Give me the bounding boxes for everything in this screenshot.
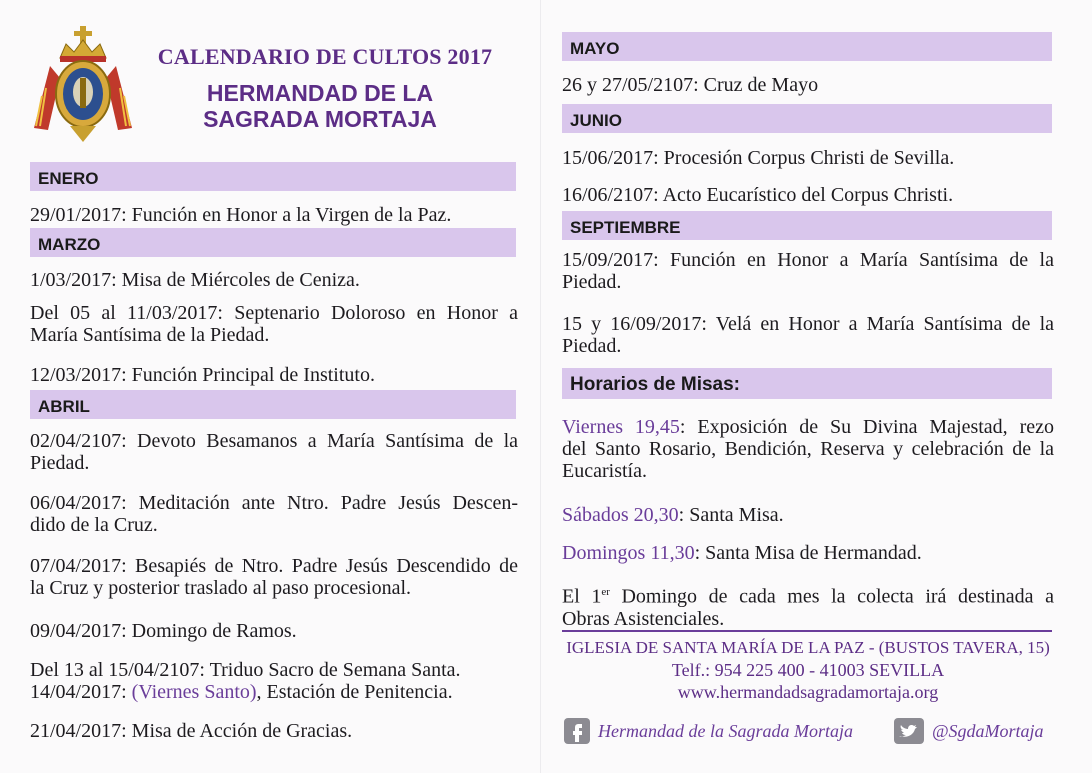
twitter-label: @SgdaMortaja xyxy=(932,720,1044,741)
entry-septiembre-1-line2: Piedad. xyxy=(562,271,622,293)
entry-abril-3-line1: 07/04/2017: Besapiés de Ntro. Padre Jesús Descendido de xyxy=(30,555,518,577)
header-title: CALENDARIO DE CULTOS 2017 xyxy=(157,44,493,69)
colecta-note xyxy=(562,581,1054,630)
header-subtitle-line1: HERMANDAD DE LA xyxy=(206,80,434,106)
misa-viernes-line3: Eucaristía. xyxy=(562,460,647,482)
entry-septiembre-2 xyxy=(562,313,1054,357)
twitter-link[interactable] xyxy=(894,716,1044,746)
entry-septiembre-1 xyxy=(562,249,1054,293)
misa-domingos-time: Domingos 11,30 xyxy=(562,542,695,564)
misa-viernes xyxy=(562,416,1054,482)
entry-septiembre-2-line2: Piedad. xyxy=(562,335,622,357)
page-fold xyxy=(540,0,541,773)
misa-viernes-line1 xyxy=(562,416,1054,438)
entry-abril-4: 09/04/2017: Domingo de Ramos. xyxy=(30,620,297,642)
colecta-note-line2: Obras Asistenciales. xyxy=(562,607,725,630)
brotherhood-crest-icon xyxy=(30,26,136,144)
entry-junio-1: 15/06/2017: Procesión Corpus Christi de Sevilla. xyxy=(562,147,955,169)
misa-domingos-desc: : Santa Misa de Hermandad. xyxy=(694,542,922,564)
entry-abril-5 xyxy=(30,659,518,703)
entry-junio-2: 16/06/2107: Acto Eucarístico del Corpus Christi. xyxy=(562,184,954,206)
entry-abril-2 xyxy=(30,492,518,536)
facebook-link[interactable] xyxy=(564,716,853,746)
entry-abril-3-line2: la Cruz y posterior traslado al paso procesional. xyxy=(30,577,411,599)
colecta-note-line1 xyxy=(562,581,1054,608)
colecta-superscript: er xyxy=(601,586,610,598)
entry-marzo-2-line2: María Santísima de la Piedad. xyxy=(30,324,270,346)
footer-address: IGLESIA DE SANTA MARÍA DE LA PAZ - (BUSTOS TAVERA, 15) xyxy=(566,638,1050,657)
entry-abril-5-line1: Del 13 al 15/04/2107: Triduo Sacro de Semana Santa. xyxy=(30,659,461,681)
entry-marzo-2-line1: Del 05 al 11/03/2017: Septenario Doloroso en Honor a xyxy=(30,302,518,324)
entry-abril-5-line2 xyxy=(30,681,518,703)
footer-divider xyxy=(562,630,1052,632)
section-horarios: Horarios de Misas: xyxy=(562,368,1052,399)
entry-abril-1-line1: 02/04/2107: Devoto Besamanos a María Santísima de la xyxy=(30,430,518,452)
section-abril: ABRIL xyxy=(30,390,516,419)
footer-web[interactable]: www.hermandadsagradamortaja.org xyxy=(677,682,939,702)
entry-septiembre-2-line1: 15 y 16/09/2017: Velá en Honor a María Santísima de la xyxy=(562,313,1054,335)
entry-septiembre-1-line1: 15/09/2017: Función en Honor a María Santísima de la xyxy=(562,249,1054,271)
section-enero: ENERO xyxy=(30,162,516,191)
header-subtitle-line2: SAGRADA MORTAJA xyxy=(203,106,437,132)
section-marzo: MARZO xyxy=(30,228,516,257)
header-subtitle xyxy=(140,80,500,132)
entry-abril-5-rest: , Estación de Penitencia. xyxy=(256,681,453,703)
entry-abril-2-line2: dido de la Cruz. xyxy=(30,514,158,536)
section-mayo: MAYO xyxy=(562,32,1052,61)
facebook-icon xyxy=(564,718,590,744)
entry-abril-1-line2: Piedad. xyxy=(30,452,90,474)
misa-sabados xyxy=(562,504,1054,526)
misa-viernes-time: Viernes 19,45 xyxy=(562,416,680,438)
misa-domingos xyxy=(562,542,1054,564)
misa-viernes-desc1: : Exposición de Su Divina Majestad, rezo xyxy=(679,416,1054,438)
entry-enero-1: 29/01/2017: Función en Honor a la Virgen de la Paz. xyxy=(30,204,452,226)
colecta-text1: Domingo de cada mes la colecta irá destinada a xyxy=(609,585,1054,608)
section-junio: JUNIO xyxy=(562,104,1052,133)
entry-mayo-1: 26 y 27/05/2107: Cruz de Mayo xyxy=(562,74,819,96)
entry-abril-6: 21/04/2017: Misa de Acción de Gracias. xyxy=(30,720,353,742)
entry-abril-3 xyxy=(30,555,518,599)
footer-phone: Telf.: 954 225 400 - 41003 SEVILLA xyxy=(671,660,945,680)
section-septiembre: SEPTIEMBRE xyxy=(562,211,1052,240)
colecta-prefix: El 1 xyxy=(562,585,602,608)
twitter-icon xyxy=(894,718,924,744)
entry-abril-1 xyxy=(30,430,518,474)
facebook-label: Hermandad de la Sagrada Mortaja xyxy=(598,720,853,741)
viernes-santo-highlight: (Viernes Santo) xyxy=(131,681,257,703)
entry-marzo-1: 1/03/2017: Misa de Miércoles de Ceniza. xyxy=(30,269,360,291)
misa-viernes-line2: del Santo Rosario, Bendición, Reserva y celebración de la xyxy=(562,438,1054,460)
misa-sabados-desc: : Santa Misa. xyxy=(678,504,784,526)
entry-abril-5-date: 14/04/2017: xyxy=(30,681,132,703)
entry-marzo-3: 12/03/2017: Función Principal de Instituto. xyxy=(30,364,375,386)
misa-sabados-time: Sábados 20,30 xyxy=(562,504,679,526)
entry-abril-2-line1: 06/04/2017: Meditación ante Ntro. Padre Jesús Descen- xyxy=(30,492,518,514)
entry-marzo-2 xyxy=(30,302,518,346)
